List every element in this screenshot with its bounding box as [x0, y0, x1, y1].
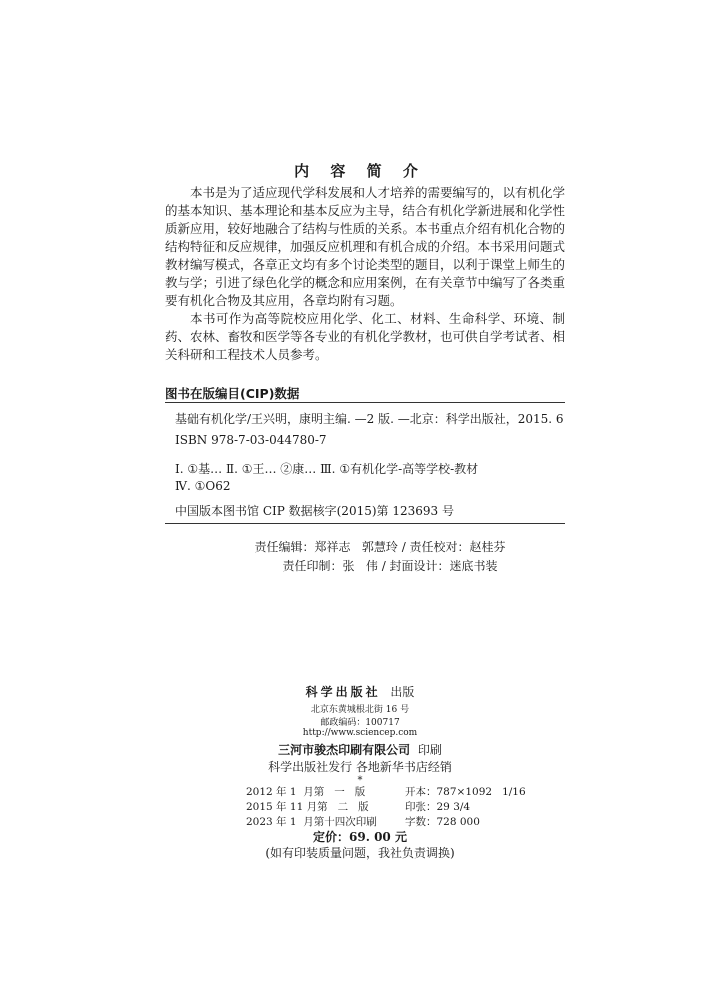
- sheet-info: 印张：29 3/4: [405, 801, 471, 813]
- word-count: 字数：728 000: [405, 816, 480, 828]
- editor-credits: 责任编辑：郑祥志 郭慧玲 / 责任校对：赵桂芬: [254, 540, 506, 554]
- publisher-url: http://www.sciencep.com: [302, 728, 418, 738]
- publisher-line: [0, 683, 720, 700]
- cip-classification-2: Ⅳ. ①O62: [175, 479, 231, 493]
- separator-star: *: [357, 775, 363, 786]
- distribution-line: 科学出版社发行 各地新华书店经销: [268, 760, 452, 774]
- price: 定价：69. 00 元: [313, 830, 407, 844]
- format-info: 开本：787×1092 1/16: [405, 786, 526, 798]
- cip-top-rule: [165, 402, 565, 403]
- cip-record-number: 中国版本图书馆 CIP 数据核字(2015)第 123693 号: [175, 504, 454, 518]
- printer-name: 三河市骏杰印刷有限公司: [278, 743, 411, 757]
- edition-1: 2012 年 1 月第 一 版: [246, 786, 366, 798]
- cip-isbn: ISBN 978-7-03-044780-7: [175, 433, 327, 447]
- publisher-address: 北京东黄城根北街 16 号: [310, 705, 410, 715]
- impression-info: 2023 年 1 月第十四次印刷: [246, 816, 377, 828]
- cip-bottom-rule: [165, 523, 565, 524]
- edition-2: 2015 年 11 月第 二 版: [246, 801, 369, 813]
- publisher-name: 科学出版社: [305, 685, 381, 699]
- summary-paragraph-2: 本书可作为高等院校应用化学、化工、材料、生命科学、环境、制药、农林、畜牧和医学等各专业的有机化学教材，也可供自学考试者、相关科研和工程技术人员参考。: [165, 311, 566, 362]
- quality-notice: (如有印装质量问题，我社负责调换): [265, 846, 455, 860]
- cip-heading: 图书在版编目(CIP)数据: [165, 386, 300, 401]
- publisher-postcode: 邮政编码：100717: [320, 718, 400, 728]
- summary-title: 内 容 简 介: [294, 162, 426, 180]
- printer-action: 印刷: [417, 743, 442, 757]
- summary-body: [165, 184, 565, 364]
- publisher-action: 出版: [390, 685, 415, 699]
- production-credits: 责任印制：张 伟 / 封面设计：迷底书装: [282, 559, 498, 573]
- cip-classification-1: Ⅰ. ①基… Ⅱ. ①王… ②康… Ⅲ. ①有机化学-高等学校-教材: [175, 462, 479, 476]
- summary-paragraph-1: 本书是为了适应现代学科发展和人才培养的需要编写的，以有机化学的基本知识、基本理论和基本反应为主导，结合有机化学新进展和化学性质新应用，较好地融合了结构与性质的关系。本书重点介绍有机化合物的结构特征和反应规律，加强反应机理和有机合成的介绍。本书采用问题式教材编写模式，各章正文均有多个讨论类型的题目，以利于课堂上师生的教与学；引进了绿色化学的概念和应用案例，在有关章节中编写了各类重要有机化合物及其应用，各章均附有习题。: [165, 185, 566, 308]
- cip-bibliographic-line: 基础有机化学/王兴明，康明主编. —2 版. —北京：科学出版社，2015. 6: [175, 412, 564, 426]
- printer-line: [0, 741, 720, 758]
